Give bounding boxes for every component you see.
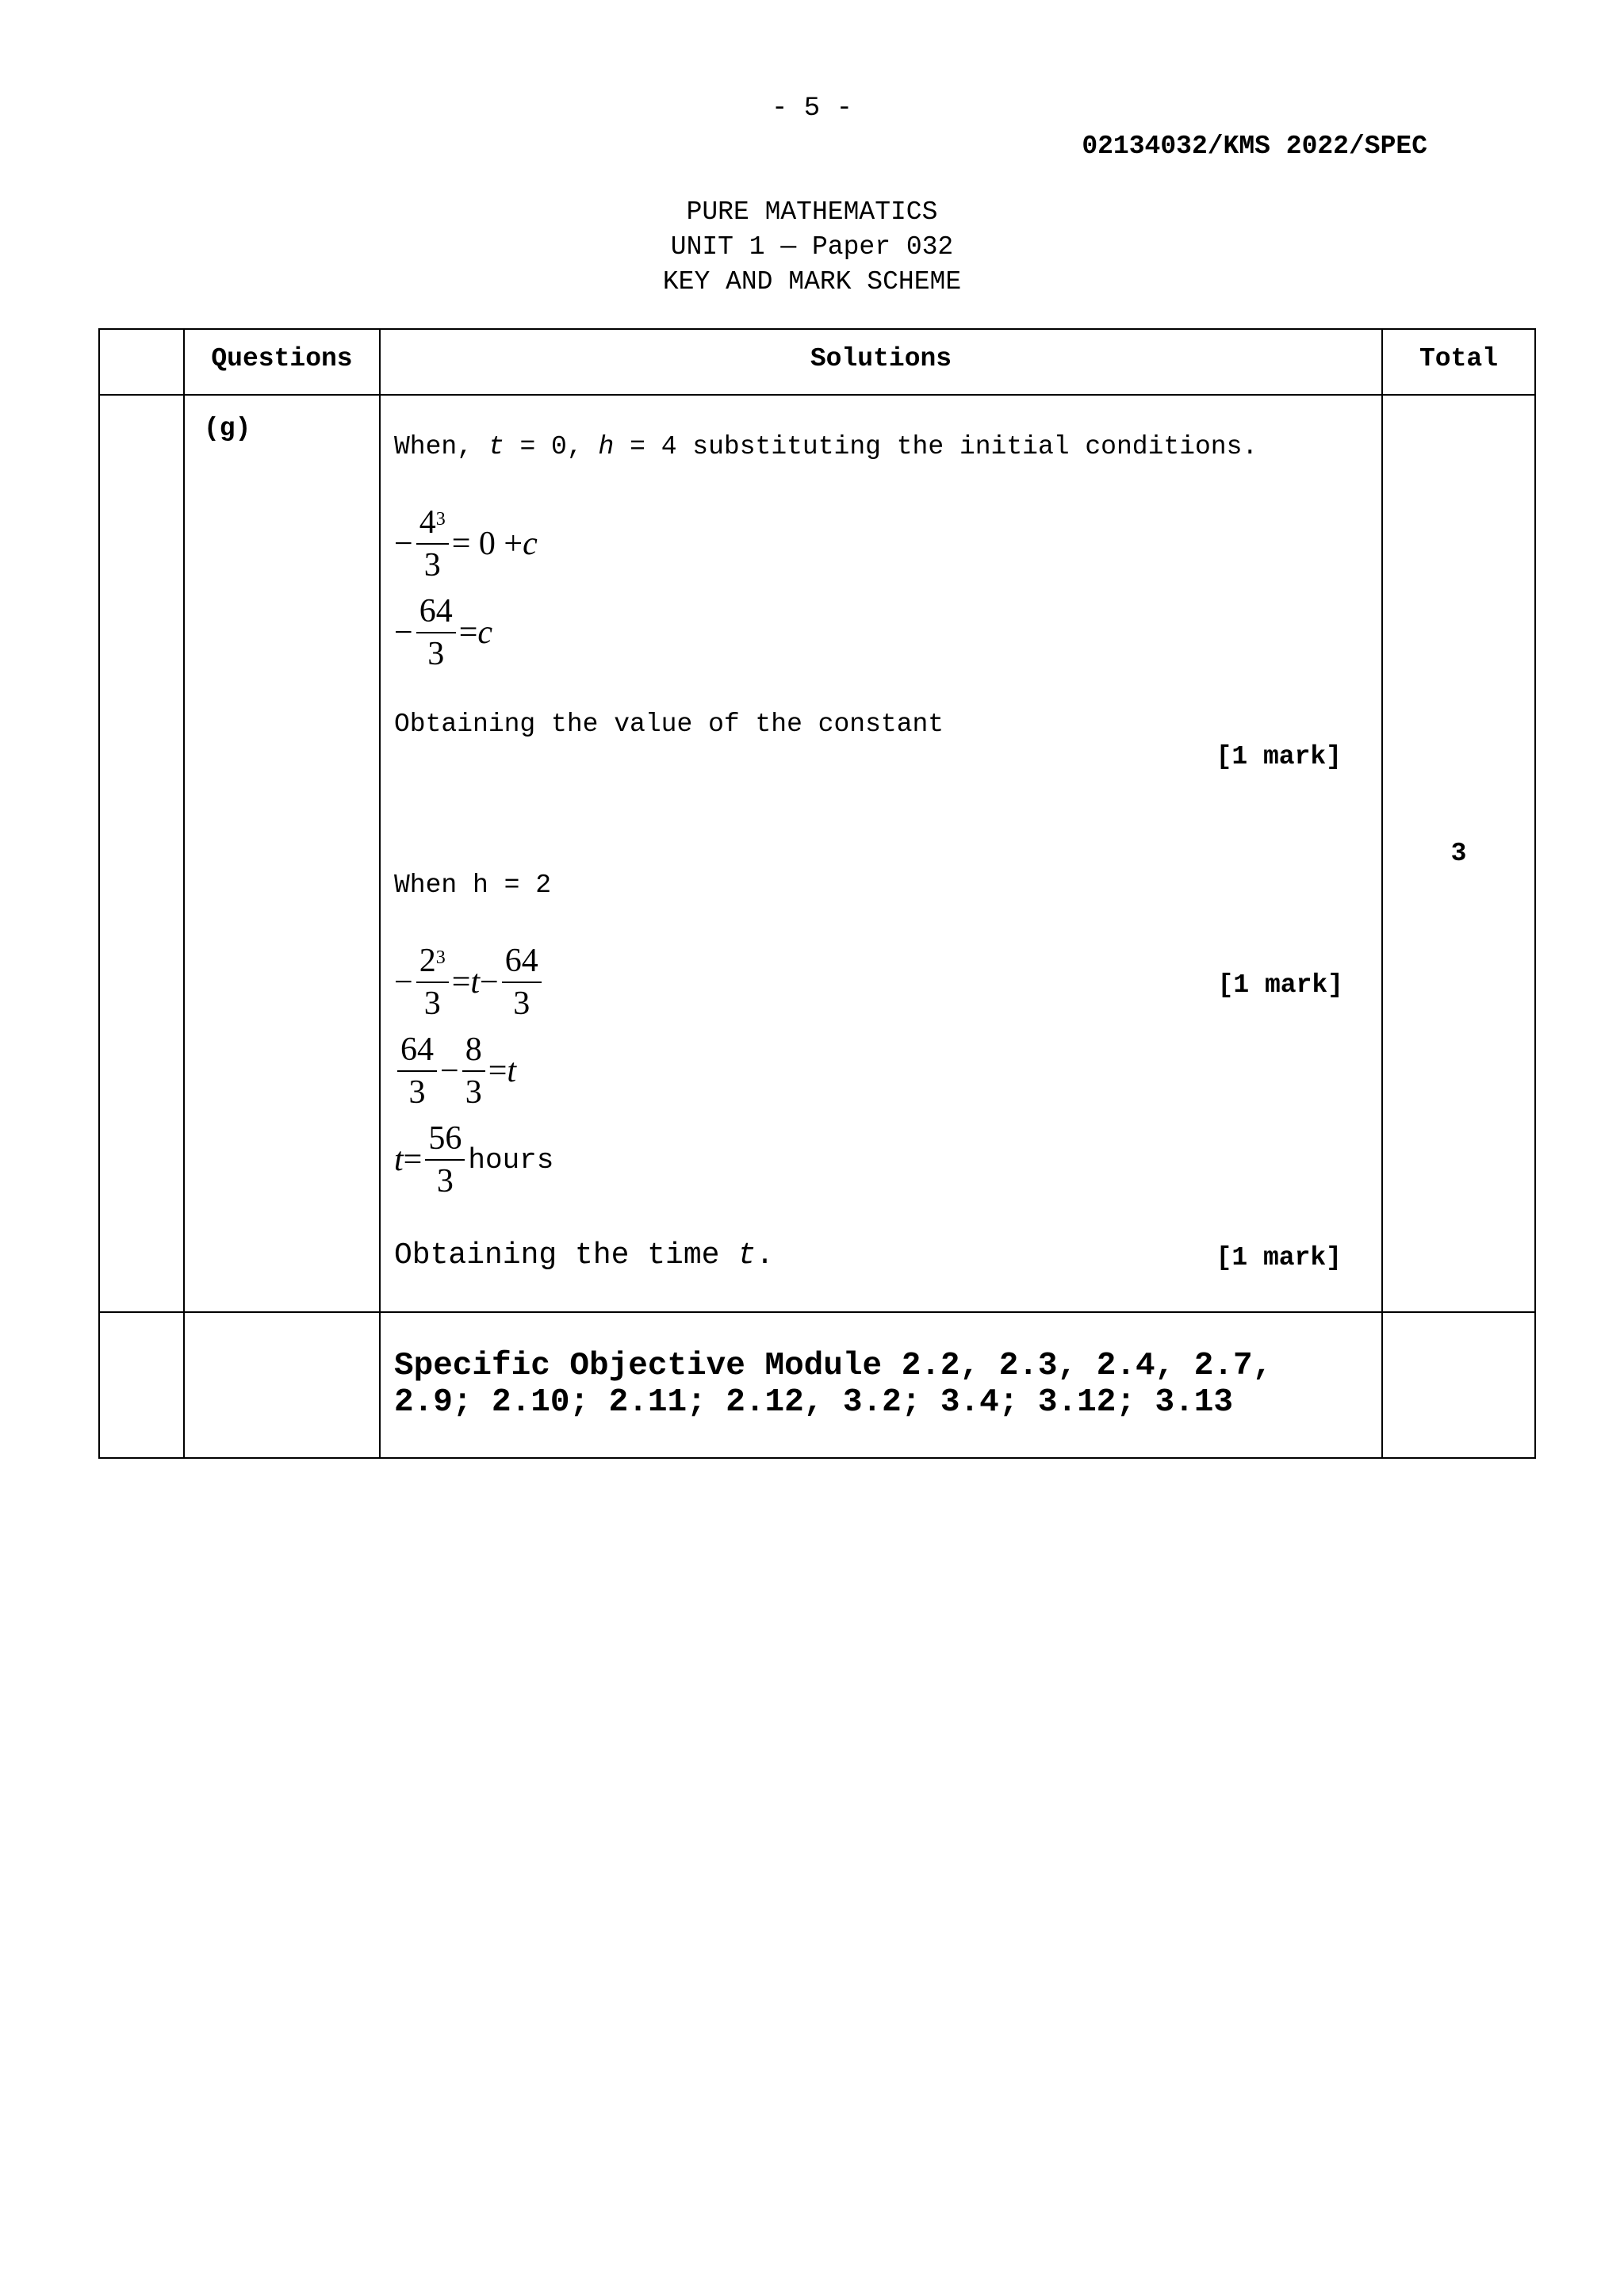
equation-4 [394, 1029, 516, 1113]
specific-objective: Specific Objective Module 2.2, 2.3, 2.4, 2.7, 2.9; 2.10; 2.11; 2.12, 3.2; 3.4; 3.12; 3.13 [394, 1348, 1273, 1421]
eq3-num-base: 2 [419, 943, 436, 979]
table-border-top [98, 328, 1536, 330]
equation-5 [394, 1118, 553, 1202]
eq3-fraction-1 [416, 940, 449, 1024]
eq1-num-exp: 3 [435, 509, 446, 530]
eq5-num: 56 [428, 1120, 462, 1157]
eq5-var: t [394, 1142, 404, 1178]
eq3-num-exp: 3 [435, 947, 446, 968]
eq4-fraction-1 [397, 1029, 437, 1113]
mark-1: [1 mark] [1216, 742, 1342, 771]
intro-t-var: t [488, 432, 504, 461]
eq2-num: 64 [419, 593, 453, 629]
paper-code: 02134032/KMS 2022/SPEC [1082, 132, 1427, 161]
header-total: Total [1419, 344, 1499, 373]
page-number: - 5 - [771, 94, 853, 124]
eq2-rhs: = [458, 614, 478, 651]
total-value: 3 [1450, 839, 1467, 868]
eq1-rhs: = 0 + [451, 526, 523, 562]
table-col-divider-1 [183, 328, 185, 1459]
eq4-eq: = [488, 1053, 508, 1089]
eq3-num2: 64 [504, 943, 538, 979]
when-h-text: When h = 2 [394, 871, 552, 900]
eq3-fraction-2 [502, 940, 542, 1024]
eq4-den2: 3 [462, 1070, 485, 1113]
title-subject: PURE MATHEMATICS [686, 197, 938, 227]
header-questions: Questions [211, 344, 353, 373]
eq5-hours: hours [468, 1143, 554, 1177]
title-scheme: KEY AND MARK SCHEME [662, 267, 962, 297]
intro-prefix: When, [394, 432, 488, 461]
header-solutions: Solutions [810, 344, 952, 373]
title-unit: UNIT 1 — Paper 032 [670, 232, 954, 262]
mark-2: [1 mark] [1217, 970, 1343, 1000]
eq4-var: t [507, 1053, 517, 1089]
table-border-right [1534, 328, 1536, 1459]
eq4-den1: 3 [397, 1070, 437, 1113]
table-col-divider-3 [1381, 328, 1383, 1459]
eq1-rhs-var: c [523, 526, 538, 562]
eq4-minus: − [440, 1053, 459, 1089]
table-col-divider-2 [379, 328, 381, 1459]
eq3-den: 3 [416, 982, 449, 1024]
eq3-eq: = [451, 964, 471, 1001]
eq1-fraction [416, 502, 449, 586]
step1-note: Obtaining the value of the constant [394, 710, 944, 739]
final-note [394, 1238, 774, 1272]
equation-2 [394, 591, 492, 675]
document-titles [0, 195, 1624, 300]
eq5-eq: = [403, 1142, 423, 1178]
intro-h-var: h [598, 432, 615, 461]
intro-mid: = 0, [504, 432, 599, 461]
final-suffix: . [756, 1238, 774, 1272]
eq3-var: t [470, 964, 481, 1001]
mark-3: [1 mark] [1216, 1243, 1342, 1272]
eq2-fraction [416, 591, 456, 675]
table-border-bottom [98, 1457, 1536, 1459]
table-row-divider [98, 1311, 1536, 1313]
eq4-num2: 8 [465, 1031, 482, 1068]
eq3-minus2: − [480, 964, 499, 1001]
eq3-den2: 3 [502, 982, 542, 1024]
equation-1 [394, 502, 538, 586]
eq5-den: 3 [425, 1159, 465, 1202]
eq1-den: 3 [416, 543, 449, 586]
question-label: (g) [204, 414, 251, 443]
eq3-minus: − [394, 964, 413, 1001]
eq2-den: 3 [416, 632, 456, 675]
eq5-fraction [425, 1118, 465, 1202]
eq1-minus: − [394, 526, 413, 562]
table-header-divider [98, 394, 1536, 396]
table-border-left [98, 328, 100, 1459]
equation-3 [394, 940, 545, 1024]
final-t-var: t [737, 1238, 756, 1272]
final-prefix: Obtaining the time [394, 1238, 738, 1272]
eq2-rhs-var: c [477, 614, 493, 651]
eq4-num1: 64 [400, 1031, 434, 1068]
eq4-fraction-2 [462, 1029, 485, 1113]
intro-text [394, 432, 1258, 461]
eq2-minus: − [394, 614, 413, 651]
eq1-num-base: 4 [419, 504, 436, 541]
intro-rest: = 4 substituting the initial conditions. [614, 432, 1258, 461]
